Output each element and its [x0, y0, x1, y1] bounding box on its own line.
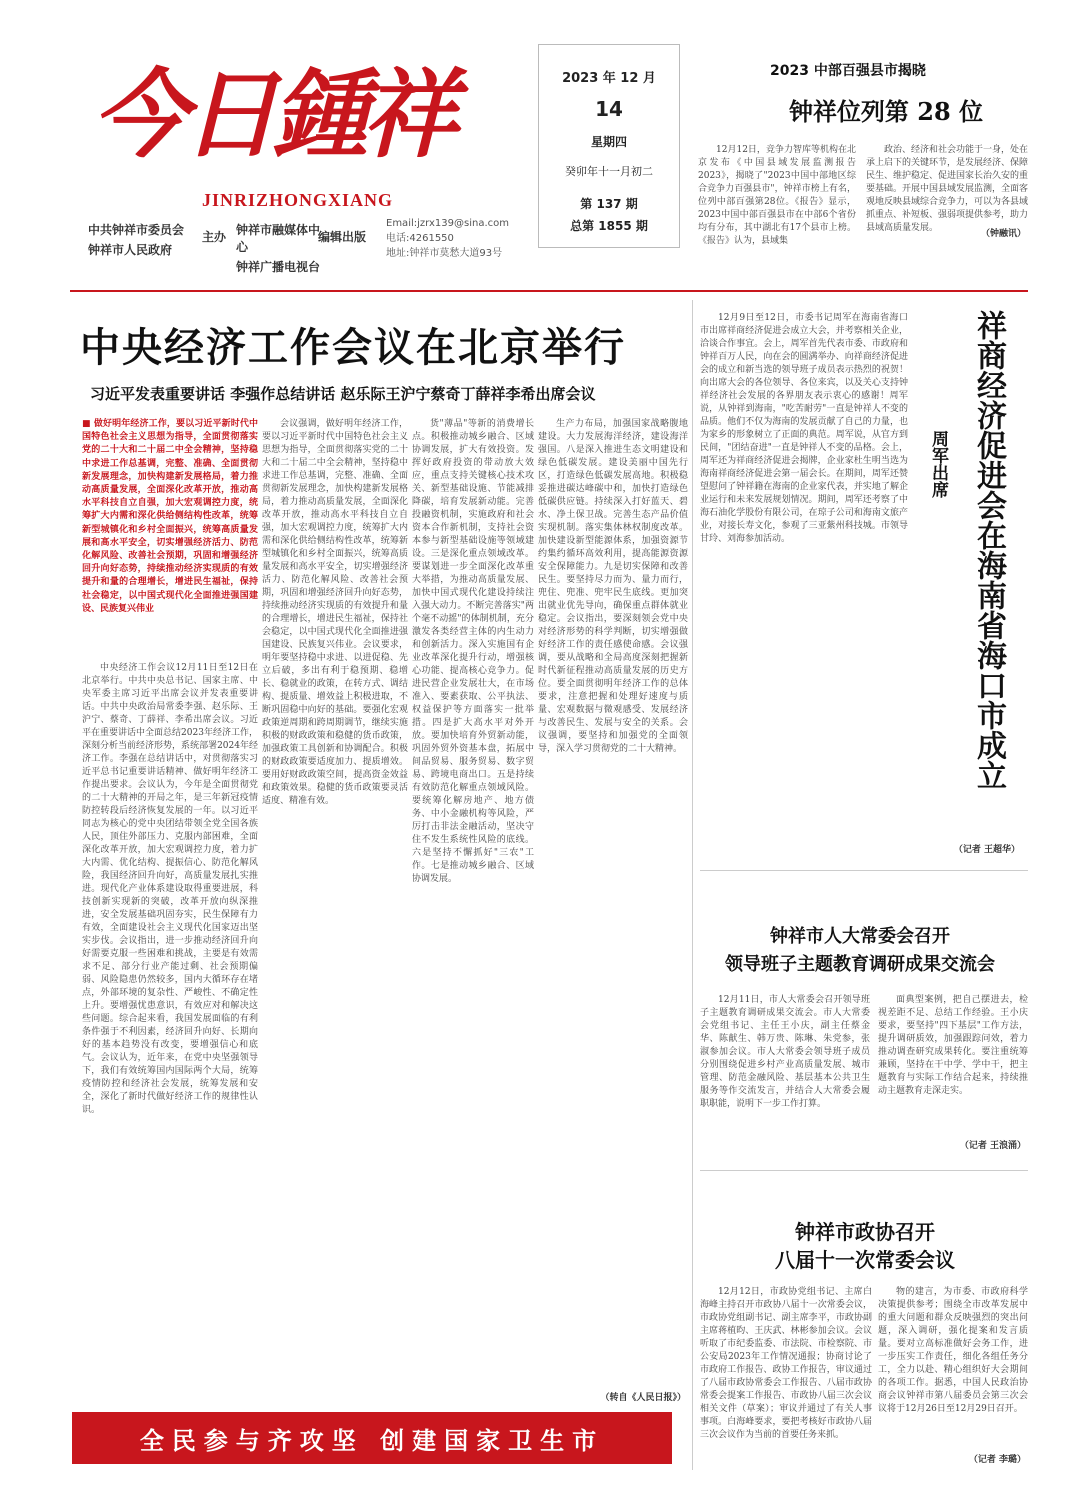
editors: 钟祥市融媒体中心 钟祥广播电视台: [236, 223, 321, 274]
lead-column-1: 中央经济工作会议12月11日至12日在北京举行。中共中央总书记、国家主席、中央军委主席习近平出席会议并发表重要讲话。中共中央政治局常委李强、赵乐际、王沪宁、蔡奇、丁薛祥、李希出席会议。习近平在重要讲话中全面总结2023年经济工作，深刻分析当前经济形势，系统部署2024年经济工作。李强在总结讲话中，对贯彻落实习近平总书记重要讲话精神、做好明年经济工作提出要求。会议认为，今年是全面贯彻党的二十大精神的开局之年，是三年新冠疫情防控转段后经济恢复发展的一年。以习近平同志为核心的党中央团结带领全党全国各族人民，顶住外部压力、克服内部困难，全面深化改革开放，加大宏观调控力度，着力扩大内需、优化结构、提振信心、防范化解风险，我国经济回升向好，高质量发展扎实推进。现代化产业体系建设取得重要进展，科技创新实现新的突破，改革开放向纵深推进，安全发展基础巩固夯实，民生保障有力有效，全面建设社会主义现代化国家迈出坚实步伐。会议指出，进一步推动经济回升向好需要克服一些困难和挑战，主要是有效需求不足、部分行业产能过剩、社会预期偏弱、风险隐患仍然较多，国内大循环存在堵点，外部环境的复杂性、严峻性、不确定性上升。要增强忧患意识，有效应对和解决这些问题。综合起来看，我国发展面临的有利条件强于不利因素，经济回升向好、长期向好的基本趋势没有改变，要增强信心和底气。会议认为，近年来，在党中央坚强领导下，我们有效统筹国内国际两个大局，统筹疫情防控和经济社会发展，统筹发展和安全，深化了新时代做好经济工作的规律性认识。: [82, 663, 258, 1115]
top-story-kicker: 2023 中部百强县市揭晓: [770, 63, 926, 79]
issue-number: 第 137 期: [580, 197, 638, 211]
story3-title-line-2: 八届十一次常委会议: [775, 1248, 955, 1272]
story3-body-right: 物的建言，为市委、市政府科学决策提供参考；围绕全市改革发展中的重大问题和群众反映强烈的突出问题，深入调研，强化提案和发言质量。要对立高标准做好会务工作，进一步压实工作责任，细化各组任务分工，全力以赴、精心组织好大会期间的各项工作。据悉，中国人民政治协商会议钟祥市第八届委员会第三次会议将于12月26日至12月29日召开。: [878, 1287, 1028, 1414]
feature-credit: （记者 王超华）: [953, 845, 1020, 855]
issue-total: 总第 1855 期: [570, 219, 648, 233]
date-weekday: 星期四: [590, 135, 627, 149]
story3-credit: （记者 李璐）: [968, 1455, 1026, 1465]
feature-vertical-title: 祥商经济促进会在海南省海口市成立: [971, 310, 1006, 790]
lead-column-2: 会议强调，做好明年经济工作，要以习近平新时代中国特色社会主义思想为指导，全面贯彻落实党的二十大和二十届二中全会精神，坚持稳中求进工作总基调，完整、准确、全面贯彻新发展理念，加快构建新发展格局，着力推动高质量发展，全面深化改革开放，推动高水平科技自立自强，加大宏观调控力度，统筹扩大内需和深化供给侧结构性改革，统筹新型城镇化和乡村全面振兴，统筹高质量发展和高水平安全，切实增强经济活力、防范化解风险、改善社会预期，巩固和增强经济回升向好态势，持续推动经济实现质的有效提升和量的合理增长，增进民生福祉，保持社会稳定，以中国式现代化全面推进强国建设、民族复兴伟业。会议要求，明年要坚持稳中求进、以进促稳、先立后破，多出有利于稳预期、稳增长、稳就业的政策，在转方式、调结构、提质量、增效益上积极进取，不断巩固稳中向好的基础。要强化宏观政策逆周期和跨周期调节，继续实施积极的财政政策和稳健的货币政策，加强政策工具创新和协调配合。积极的财政政策要适度加力、提质增效。要用好财政政策空间，提高资金效益和政策效果。稳健的货币政策要灵活适度、精准有效。: [262, 419, 408, 806]
lead-subhead: 习近平发表重要讲话 李强作总结讲话 赵乐际王沪宁蔡奇丁薛祥李希出席会议: [90, 385, 596, 403]
sponsors-role: 主办: [202, 230, 227, 244]
lead-headline: 中央经济工作会议在北京举行: [80, 325, 626, 371]
lead-credit: （转自《人民日报》）: [600, 1393, 686, 1403]
date-day: 14: [595, 97, 623, 121]
top-story-body-right: 政治、经济和社会功能于一身，处在承上启下的关键环节，是发展经济、保障民生、维护稳定、促进国家长治久安的重要基础。开展中国县域发展监测，全面客观地反映县域综合竞争力，可以为各县域抓重点、补短板、强弱项提供参考，助力县域高质量发展。: [866, 145, 1029, 233]
date-box: [538, 44, 680, 248]
newspaper-logo: [92, 48, 452, 171]
story2-body-left: 12月11日，市人大常委会召开领导班子主题教育调研成果交流会。市人大常委会党组书记、主任王小庆，副主任蔡金华、陈献生、韩万贵、陈琳、朱党参，张淑参加会议。市人大常委会领导班子成员分别围绕促进乡村产业高质量发展、城市管理、防范金融风险、基层基本公共卫生服务等作交流发言，并结合人大常委会履职职能，说明下一步工作打算。: [700, 995, 870, 1109]
top-story-title: 钟祥位列第 28 位: [788, 97, 984, 126]
masthead-divider: [70, 290, 1028, 292]
bottom-slogan-banner: 全民参与齐攻坚 创建国家卫生市: [72, 1412, 672, 1464]
section-divider-2: [700, 1170, 1028, 1171]
top-story-body-left: 12月12日，竞争力智库等机构在北京发布《中国县域发展监测报告2023》，揭晓了"2023中国中部地区综合竞争力百强县市"，钟祥市榜上有名，位列中部百强第28位。《报告》显示，2023中国中部百强县市在中部6个省份均有分布，其中湖北有17个县市上榜。《报告》认为，县域集: [698, 145, 856, 246]
story3-title-line-1: 钟祥市政协召开: [795, 1220, 935, 1244]
top-story-credit: （钟融讯）: [980, 229, 1026, 239]
story2-title-line-2: 领导班子主题教育调研成果交流会: [725, 954, 995, 975]
column-divider: [692, 300, 693, 1470]
masthead-pinyin: JINRIZHONGXIANG: [202, 190, 394, 210]
sponsors: 中共钟祥市委员会 钟祥市人民政府: [88, 223, 185, 257]
story2-credit: （记者 王浪涌）: [959, 1141, 1026, 1151]
section-divider-1: [700, 870, 1028, 871]
lead-column-3: 货"薄品"等新的消费增长点。积极推动城乡融合、区域协调发展，扩大有效投资。发挥好政府投资的带动放大效应，重点支持关键核心技术攻关、新型基础设施、节能减排降碳，培育发展新动能。完善投融资机制，实施政府和社会资本合作新机制，支持社会资本参与新型基础设施等领域建设。三是深化重点领域改革。要谋划进一步全面深化改革重大举措，为推动高质量发展、加快中国式现代化建设持续注入强大动力。不断完善落实"两个毫不动摇"的体制机制，充分激发各类经营主体的内生动力和创新活力。深入实施国有企业改革深化提升行动，增强核心功能、提高核心竞争力。促进民营企业发展壮大，在市场准入、要素获取、公平执法、权益保护等方面落实一批举措。四是扩大高水平对外开放。要加快培育外贸新动能，巩固外贸外资基本盘，拓展中间品贸易、服务贸易、数字贸易、跨境电商出口。五是持续有效防范化解重点领域风险。要统筹化解房地产、地方债务、中小金融机构等风险，严厉打击非法金融活动，坚决守住不发生系统性风险的底线。六是坚持不懈抓好"三农"工作。七是推动城乡融合、区域协调发展。: [412, 419, 534, 884]
story2-body-right: 面典型案例，把自己摆进去，检视差距不足、总结工作经验。王小庆要求，要坚持"四下基层"工作方法，提升调研质效，加强跟踪问效，着力推动调查研究成果转化。要注重统筹兼顾，坚持在干中学、学中干，把主题教育与实际工作结合起来，持续推动主题教育走深走实。: [878, 995, 1028, 1096]
svg-text:今日鍾祥: 今日鍾祥: [92, 58, 452, 171]
story2-title-line-1: 钟祥市人大常委会召开: [770, 926, 950, 947]
date-lunar: 癸卯年十一月初二: [565, 165, 653, 178]
story3-body-left: 12月12日，市政协党组书记、主席白海峰主持召开市政协八届十一次常委会议，市政协党组副书记、副主席李平，市政协副主席蒋植昀、王庆武、林彬参加会议。会议听取了市纪委监委、市法院、市检察院、市公安局2023年工作情况通报；协商讨论了市政府工作报告、政协工作报告，审议通过了八届市政协常委会工作报告、八届市政协常委会提案工作报告、市政协八届三次会议相关文件（草案）；审议并通过了有关人事事项。白海峰要求，要把考核好市政协八届三次会议作为当前的首要任务来抓。: [700, 1287, 872, 1440]
editors-role: 编辑出版: [318, 230, 367, 244]
lead-column-4: 生产力布局，加强国家战略腹地建设。大力发展海洋经济，建设海洋强国。八是深入推进生态文明建设和绿色低碳发展。建设美丽中国先行区，打造绿色低碳发展高地。积极稳妥推进碳达峰碳中和，加快打造绿色低碳供应链。持续深入打好蓝天、碧水、净土保卫战。完善生态产品价值实现机制。落实集体林权制度改革。加快建设新型能源体系，加强资源节约集约循环高效利用，提高能源资源安全保障能力。九是切实保障和改善民生。要坚持尽力而为、量力而行，兜住、兜准、兜牢民生底线。更加突出就业优先导向，确保重点群体就业稳定。会议指出，要深刻领会党中央对经济形势的科学判断，切实增强做好经济工作的责任感使命感。会议强调，要从战略和全局高度深刻把握新时代新征程推动高质量发展的历史方位。要全面贯彻明年经济工作的总体要求，注意把握和处理好速度与质量、宏观数据与微观感受、发展经济与改善民生、发展与安全的关系。会议强调，要坚持和加强党的全面领导，深入学习贯彻党的二十大精神。: [538, 419, 688, 754]
contact-info: Email:jzrx139@sina.com 电话:4261550 地址:钟祥市莫愁大道93号: [386, 218, 509, 259]
feature-vertical-sub: 周军出席: [928, 430, 948, 498]
lead-summary: ■ 做好明年经济工作，要以习近平新时代中国特色社会主义思想为指导，全面贯彻落实党的二十大和二十届二中全会精神，坚持稳中求进工作总基调，完整、准确、全面贯彻新发展理念，加快构建新发展格局，着力推动高质量发展，全面深化改革开放，推动高水平科技自立自强，加大宏观调控力度，统筹扩大内需和深化供给侧结构性改革，统筹新型城镇化和乡村全面振兴，统筹高质量发展和高水平安全，切实增强经济活力、防范化解风险、改善社会预期，巩固和增强经济回升向好态势，持续推动经济实现质的有效提升和量的合理增长，增进民生福祉，保持社会稳定，以中国式现代化全面推进强国建设、民族复兴伟业: [82, 419, 258, 614]
date-year-month: 2023 年 12 月: [562, 71, 656, 86]
feature-body: 12月9日至12日，市委书记周军在海南省海口市出席祥商经济促进会成立大会，并考察相关企业，洽谈合作事宜。会上，周军首先代表市委、市政府和钟祥百万人民，向在会的圆满举办、向祥商经济促进会的成立和新当选的领导班子成员表示热烈的祝贺！向出席大会的各位领导、各位来宾，以及关心支持钟祥经济社会发展的各界朋友表示衷心的感谢！周军说，从钟祥到海南，"吃苦耐劳"一直是钟祥人不变的品质。他们不仅为海南的发展贡献了自己的力量，也为家乡的形象树立了正面的典范。周军说，从官方到民间，"团结奋进"一直是钟祥人不变的品格。会上，周军还为祥商经济促进会揭牌，企业家杜生明当选为海南祥商经济促进会第一届会长。在期间，周军还赞望慰问了钟祥籍在海南的企业家代表，并实地了解企业运行和未来发展规划情况。期间，周军还考察了中海石油化学股份有限公司，在琼子公司和海南文旅产业，对接长寿文化，参观了三亚紫州科技城。市领导甘玲、刘海参加活动。: [700, 313, 908, 544]
